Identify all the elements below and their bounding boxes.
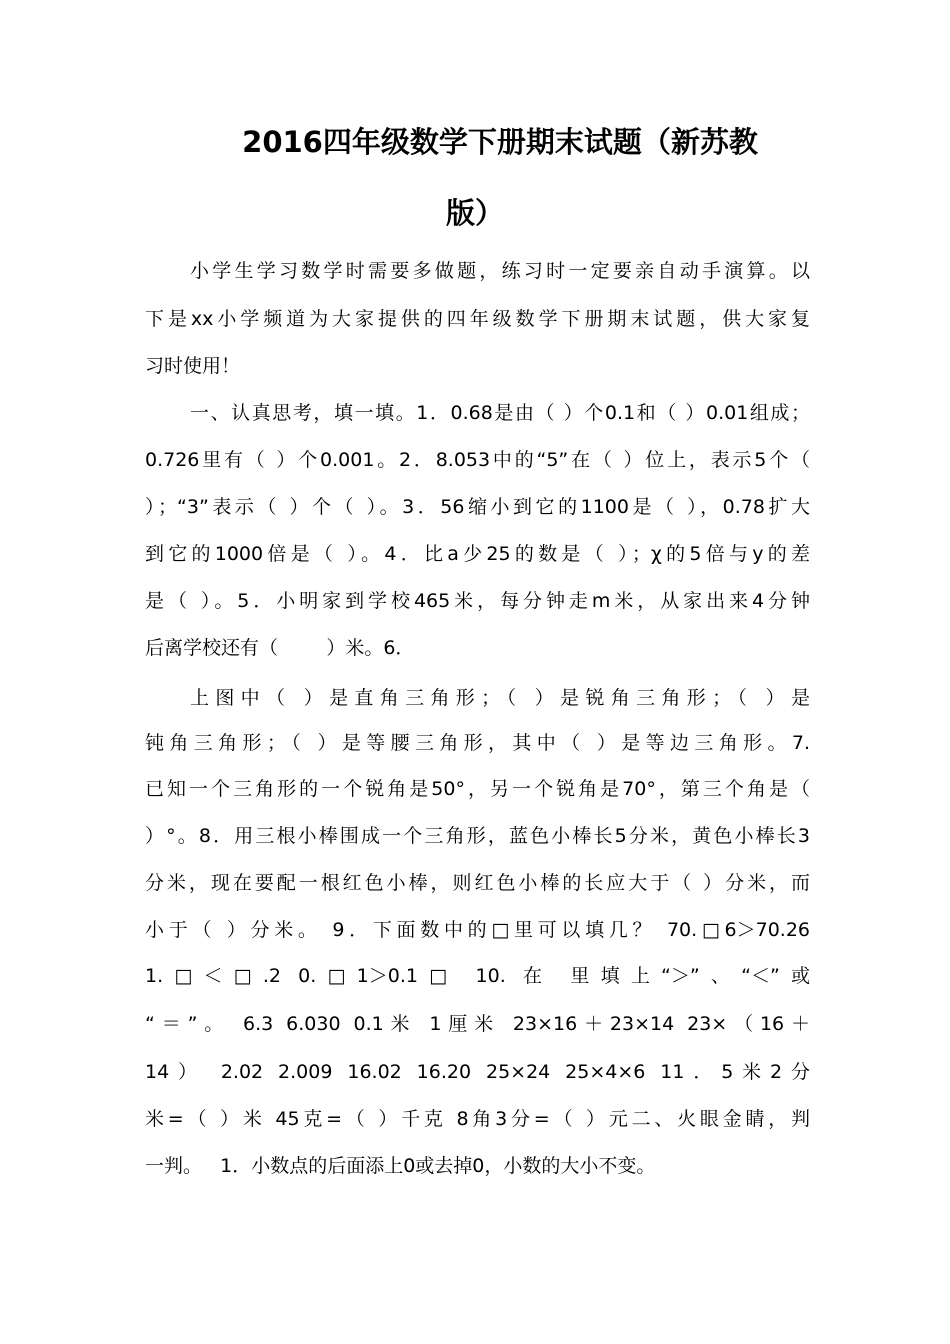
paragraph-line: 一判。 1．小数点的后面添上0或去掉0，小数的大小不变。 [145, 1155, 656, 1177]
paragraph-line: 下是xx小学频道为大家提供的四年级数学下册期末试题，供大家复 [145, 308, 810, 330]
paragraph-line: “＝”。 6.3 6.030 0.1米 1厘米 23×16＋23×14 23×（16＋ [145, 1013, 810, 1035]
paragraph-line: 是（ ）。5．小明家到学校465米，每分钟走m米，从家出来4分钟 [145, 590, 810, 612]
paragraph-line: 小学生学习数学时需要多做题，练习时一定要亲自动手演算。以 [190, 260, 810, 282]
paragraph-line: 14） 2.02 2.009 16.02 16.20 25×24 25×4×6 11．5米2分 [145, 1061, 810, 1083]
paragraph-line: 一、认真思考，填一填。1．0.68是由（ ）个0.1和（ ）0.01组成； [190, 402, 810, 424]
paragraph-line: 小于（ ）分米。 9．下面数中的□里可以填几？ 70.□6＞70.26 [145, 919, 810, 941]
paragraph-line: 后离学校还有（ ）米。6． [145, 637, 415, 659]
paragraph-line: ）；“3”表示（ ）个（ ）。3．56缩小到它的1100是（ ），0.78扩大 [145, 496, 810, 518]
paragraph-line: 米=（ ）米 45克=（ ）千克 8角3分=（ ）元二、火眼金睛，判 [145, 1108, 810, 1130]
paragraph-line: 已知一个三角形的一个锐角是50°，另一个锐角是70°，第三个角是（ [145, 778, 810, 800]
paragraph-line: 上图中（ ）是直角三角形；（ ）是锐角三角形；（ ）是 [190, 687, 810, 709]
paragraph-line: 1.□＜□.2 0.□1＞0.1□ 10. 在 里填上“＞”、“＜”或 [145, 965, 810, 987]
paragraph-line: 到它的1000倍是（ ）。4．比a少25的数是（ ）；χ的5倍与y的差 [145, 543, 810, 565]
paragraph-line: 习时使用！ [145, 355, 241, 377]
document-title-line-2: 版） [445, 196, 504, 230]
paragraph-line: 0.726里有（ ）个0.001。2．8.053中的“5”在（ ）位上，表示5个（ [145, 449, 810, 471]
paragraph-line: 钝角三角形；（ ）是等腰三角形，其中（ ）是等边三角形。7. [145, 732, 810, 754]
paragraph-line: ）°。8．用三根小棒围成一个三角形，蓝色小棒长5分米，黄色小棒长3 [145, 825, 810, 847]
paragraph-line: 分米，现在要配一根红色小棒，则红色小棒的长应大于（ ）分米，而 [145, 872, 810, 894]
document-title-line-1: 2016四年级数学下册期末试题（新苏教 [242, 125, 758, 159]
